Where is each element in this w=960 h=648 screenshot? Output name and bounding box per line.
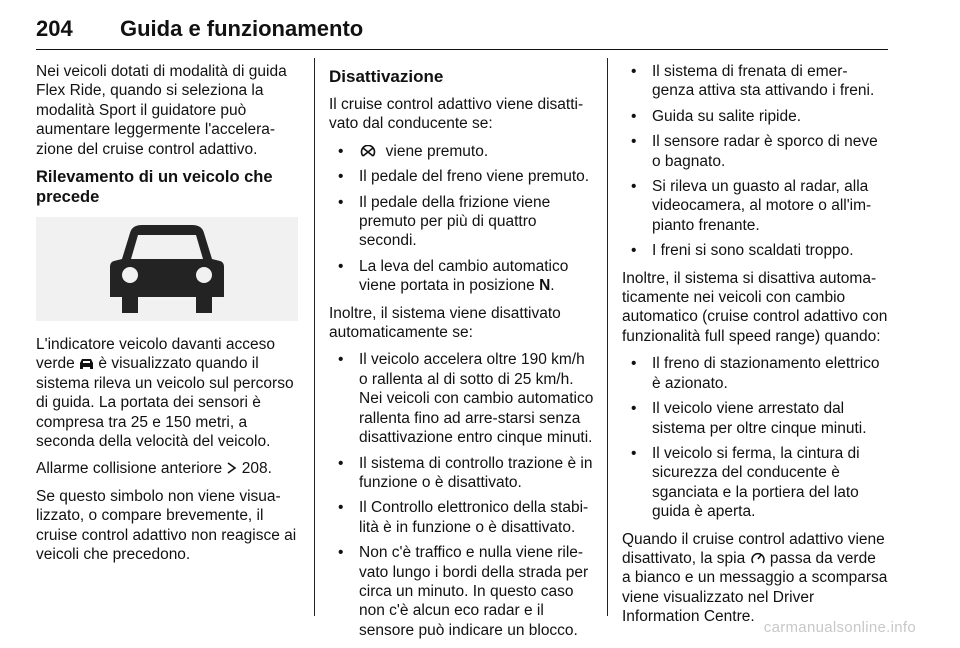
page-reference: 208	[241, 460, 268, 478]
list-item: • viene premuto.	[329, 142, 595, 161]
heading-rilevamento: Rilevamento di un veicolo che precede	[36, 168, 273, 207]
car-front-icon	[79, 357, 94, 370]
list-disattivazione-conducente	[329, 142, 595, 296]
list-item: • Il veicolo si ferma, la cintura di sicurezza del conducente è sganciata e la portiera del lato guida è aperta.	[622, 444, 888, 522]
list-item: • Guida su salite ripide.	[622, 107, 888, 126]
list-item: • Il pedale del freno viene premuto.	[329, 167, 595, 186]
paragraph-closing: Quando il cruise control adattivo viene disattivato, la spia passa da verde a bianco e un messaggio a scomparsa viene visualizzato nel Driver Information Centre.	[622, 530, 888, 626]
column-divider	[314, 58, 315, 616]
list-item: • Il sistema di frenata di emer-genza attiva sta attivando i freni.	[622, 62, 888, 101]
column-left	[36, 62, 302, 573]
paragraph-simbolo: Se questo simbolo non viene visua-lizzato, o compare brevemente, il cruise control adattivo non reagisce ai veicoli che precedono.	[36, 487, 297, 564]
header-rule	[36, 49, 888, 50]
column-divider	[607, 58, 608, 616]
list-item: • Il pedale della frizione viene premuto per più di quattro secondi.	[329, 193, 595, 251]
heading-disattivazione: Disattivazione	[329, 67, 444, 86]
arrow-ref-icon	[226, 461, 237, 475]
list-item: • La leva del cambio automatico viene portata in posizione N.	[329, 257, 595, 296]
paragraph-intro-auto: Inoltre, il sistema viene disattivato automaticamente se:	[329, 304, 561, 342]
list-item: • Non c'è traffico e nulla viene rile-vato lungo i bordi della strada per circa un minuto. In questo caso non c'è alcun eco radar e il sensore può indicare un blocco.	[329, 543, 595, 640]
list-item: • Si rileva un guasto al radar, alla videocamera, al motore o all'im-pianto frenante.	[622, 177, 888, 235]
page-header	[36, 14, 888, 52]
paragraph-intro-full-speed: Inoltre, il sistema si disattiva automa-ticamente nei veicoli con cambio automatico (cruise control adattivo con funzionalità full speed range) quando:	[622, 269, 888, 345]
watermark: carmanualsonline.info	[763, 619, 916, 636]
list-continuazione	[622, 62, 888, 261]
car-figure	[36, 217, 298, 321]
car-front-icon	[108, 223, 226, 315]
list-full-speed-range	[622, 354, 888, 521]
list-disattivazione-automatica	[329, 350, 595, 640]
paragraph-flex-ride: Nei veicoli dotati di modalità di guida Flex Ride, quando si seleziona la modalità Sport il guidatore può aumentare leggermente l'accelera-zione del cruise control adattivo.	[36, 63, 287, 158]
paragraph-intro-disattivazione: Il cruise control adattivo viene disatti-vato dal conducente se:	[329, 96, 584, 133]
column-middle	[329, 62, 595, 648]
list-item: • Il veicolo viene arrestato dal sistema per oltre cinque minuti.	[622, 399, 888, 438]
list-item: • I freni si sono scaldati troppo.	[622, 241, 888, 260]
page-title: Guida e funzionamento	[120, 16, 364, 41]
page-number: 204	[36, 16, 73, 41]
list-item: • Il sistema di controllo trazione è in funzione o è disattivato.	[329, 454, 595, 493]
list-item: • Il sensore radar è sporco di neve o bagnato.	[622, 132, 888, 171]
cruise-cancel-icon	[359, 145, 377, 158]
list-item: • Il freno di stazionamento elettrico è azionato.	[622, 354, 888, 393]
list-item: • Il Controllo elettronico della stabi-lità è in funzione o è disattivato.	[329, 498, 595, 537]
cruise-indicator-icon	[750, 552, 766, 565]
paragraph-indicatore: L'indicatore veicolo davanti acceso verde è visualizzato quando il sistema rileva un veicolo sul percorso di guida. La portata dei sensori è compresa tra 25 e 150 metri, a seconda della velocità del veicolo.	[36, 336, 294, 451]
list-item: • Il veicolo accelera oltre 190 km/h o rallenta al di sotto di 25 km/h. Nei veicoli con cambio automatico rallenta fino ad arre-starsi senza disattivazione entro cinque minuti.	[329, 350, 595, 447]
column-right	[622, 62, 888, 635]
paragraph-allarme: Allarme collisione anteriore 208.	[36, 460, 272, 478]
gear-position: N	[539, 277, 551, 295]
